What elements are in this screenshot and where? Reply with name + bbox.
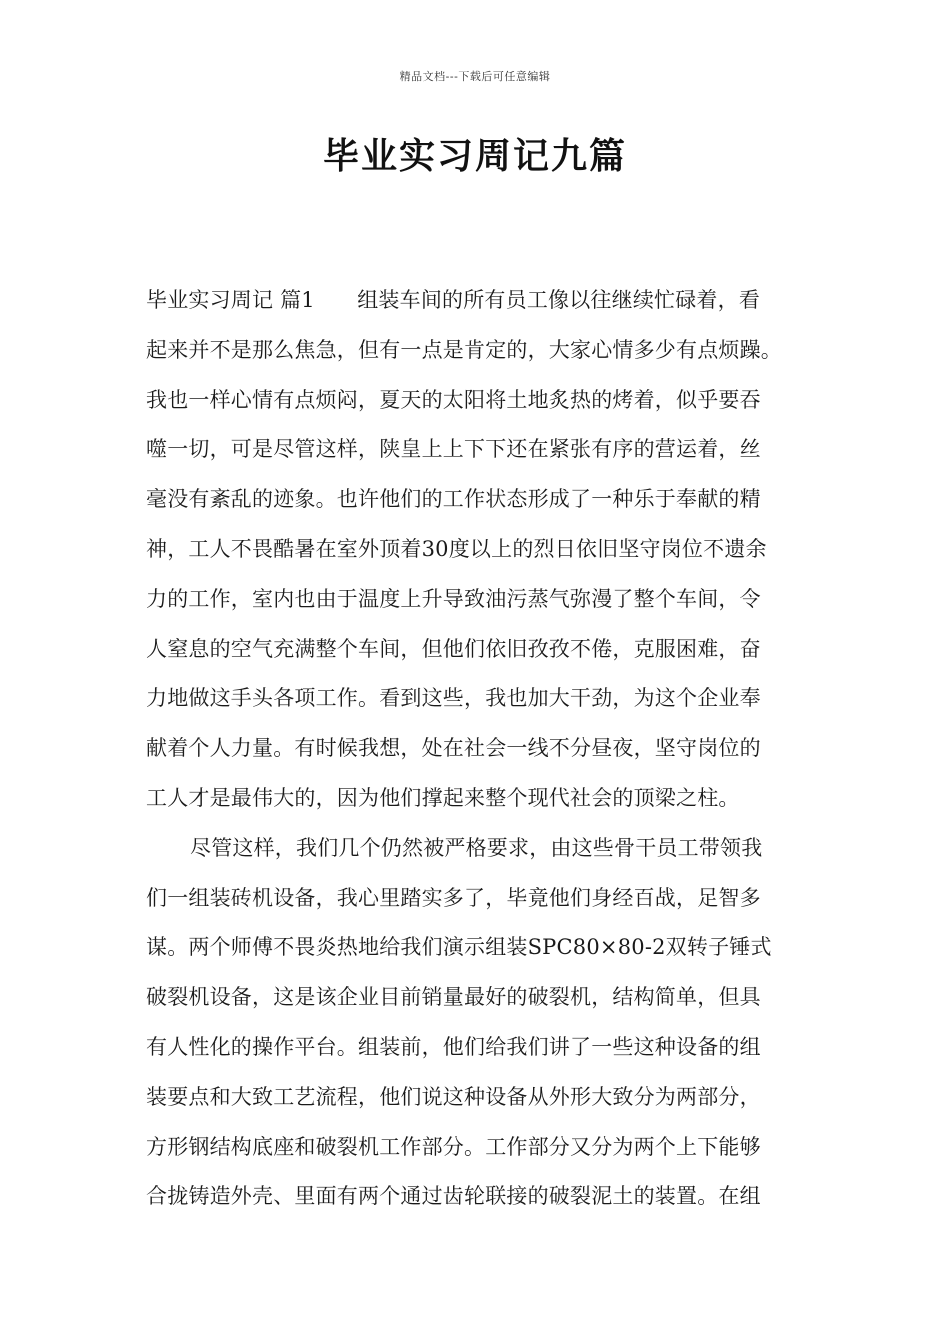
text-line: 神，工人不畏酷暑在室外顶着30度以上的烈日依旧坚守岗位不遗余	[146, 536, 767, 561]
text-line: 噬一切，可是尽管这样，陕皇上上下下还在紧张有序的营运着，丝	[146, 437, 761, 462]
document-body	[146, 276, 826, 1222]
header-note: 精品文档---下载后可任意编辑	[399, 70, 551, 83]
text-line: 装要点和大致工艺流程，他们说这种设备从外形大致分为两部分，	[146, 1084, 761, 1109]
text-line: 方形钢结构底座和破裂机工作部分。工作部分又分为两个上下能够	[146, 1134, 761, 1159]
text-line: 们一组装砖机设备，我心里踏实多了，毕竟他们身经百战，足智多	[146, 885, 761, 910]
text-line: 破裂机设备，这是该企业目前销量最好的破裂机，结构简单，但具	[146, 985, 761, 1010]
paragraph-2	[146, 824, 826, 1222]
text-line: 毫没有紊乱的迹象。也许他们的工作状态形成了一种乐于奉献的精	[146, 487, 761, 512]
text-line: 工人才是最伟大的，因为他们撑起来整个现代社会的顶梁之柱。	[146, 785, 740, 810]
text-line: 有人性化的操作平台。组装前，他们给我们讲了一些这种设备的组	[146, 1034, 761, 1059]
text-line: 起来并不是那么焦急，但有一点是肯定的，大家心情多少有点烦躁。	[146, 337, 782, 362]
paragraph-1	[146, 276, 826, 824]
text-line: 力的工作，室内也由于温度上升导致油污蒸气弥漫了整个车间，令	[146, 586, 761, 611]
text-line: 尽管这样，我们几个仍然被严格要求，由这些骨干员工带领我	[190, 835, 763, 860]
text-line: 力地做这手头各项工作。看到这些，我也加大干劲，为这个企业奉	[146, 686, 761, 711]
text-line: 合拢铸造外壳、里面有两个通过齿轮联接的破裂泥土的装置。在组	[146, 1184, 761, 1209]
text-line: 毕业实习周记 篇1 组装车间的所有员工像以往继续忙碌着，看	[146, 288, 761, 312]
text-line: 人窒息的空气充满整个车间，但他们依旧孜孜不倦，克服困难，奋	[146, 636, 761, 661]
document-title: 毕业实习周记九篇	[322, 135, 627, 177]
text-line: 我也一样心情有点烦闷，夏天的太阳将土地炙热的烤着，似乎要吞	[146, 387, 761, 412]
text-line: 谋。两个师傅不畏炎热地给我们演示组装SPC80×80-2双转子锤式	[146, 935, 772, 960]
text-line: 献着个人力量。有时候我想，处在社会一线不分昼夜，坚守岗位的	[146, 736, 761, 761]
